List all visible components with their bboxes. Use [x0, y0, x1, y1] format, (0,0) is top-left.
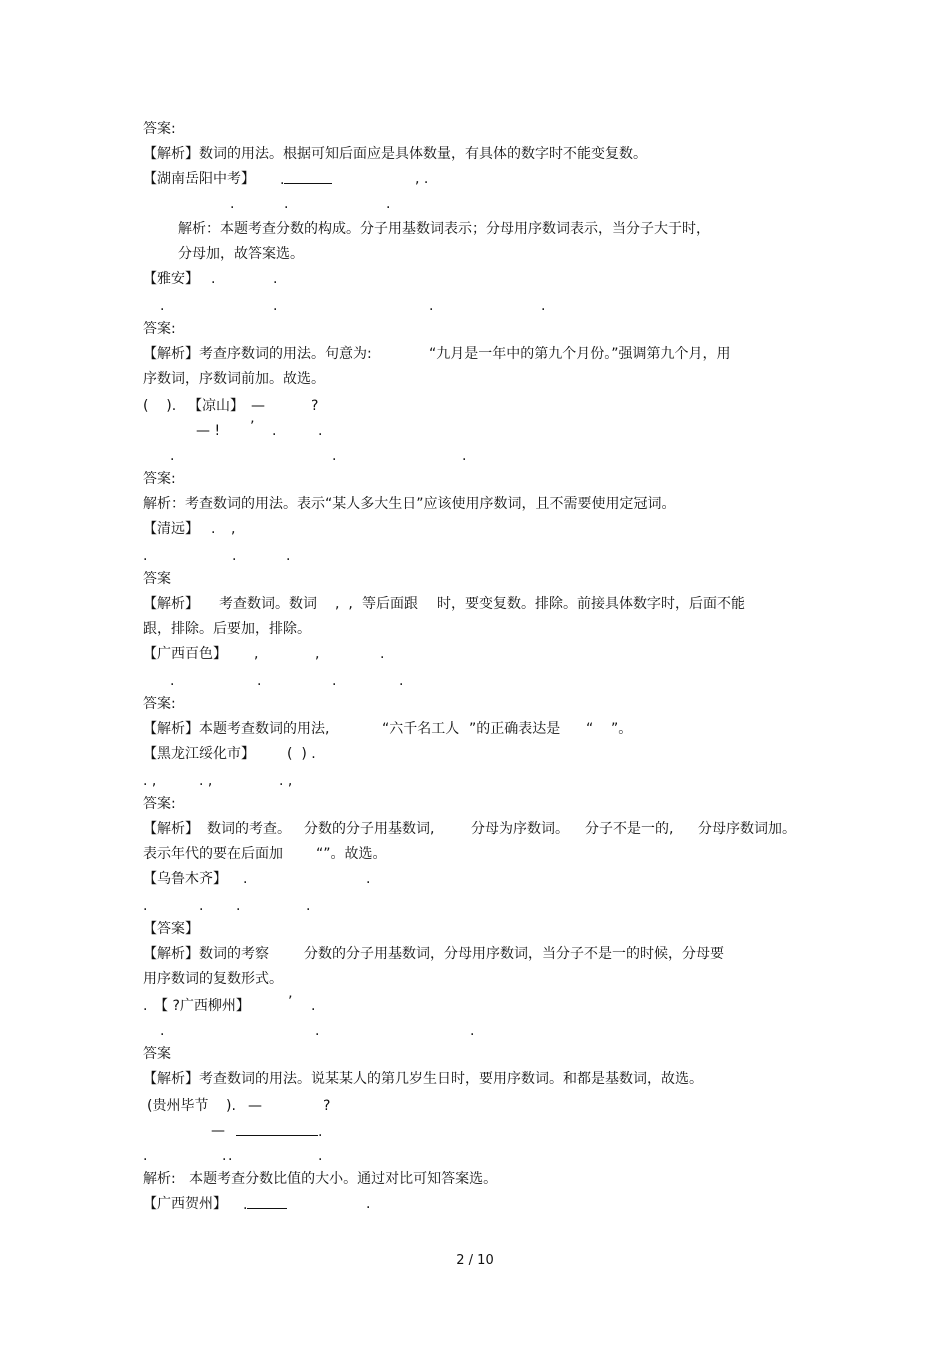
question-text: .: [211, 521, 216, 537]
option-text: .: [429, 298, 434, 314]
question-text: ,: [231, 521, 236, 537]
question-text: .: [311, 998, 316, 1014]
answer-label: 答案:: [143, 696, 176, 712]
option-text: .: [306, 898, 311, 914]
option-text: .: [332, 673, 337, 689]
explanation-text: 解析: 本题考查分数比值的大小。通过对比可知答案选。: [143, 1171, 498, 1187]
option-text: .: [160, 298, 165, 314]
option-text: .: [318, 1148, 323, 1164]
explanation-text: “”。故选。: [316, 846, 387, 862]
explanation-text: 【解析】考查序数词的用法。句意为:: [143, 346, 372, 362]
question-text: ’: [250, 419, 255, 435]
option-text: . ,: [143, 773, 157, 789]
page-number: 2 / 10: [456, 1253, 494, 1268]
question-source: 【黑龙江绥化市】: [143, 746, 255, 762]
question-text: ( ) .: [287, 746, 316, 762]
question-text: — !: [196, 423, 221, 439]
blank-line: [284, 171, 332, 184]
explanation-text: 分母加，故答案选。: [178, 246, 304, 262]
question-number: ( ).: [143, 398, 177, 414]
question-number: .: [143, 998, 148, 1014]
question-source: 【雅安】: [143, 271, 199, 287]
explanation-text: “六千名工人: [382, 721, 460, 737]
option-text: .: [541, 298, 546, 314]
explanation-text: , ,: [335, 596, 353, 612]
option-text: .: [284, 196, 289, 212]
question-text: .: [380, 646, 385, 662]
option-text: .: [286, 548, 291, 564]
question-text: .: [280, 171, 332, 188]
option-text: .: [332, 448, 337, 464]
question-text: —: [248, 1098, 262, 1114]
question-text: ,: [315, 646, 320, 662]
explanation-text: 分数的分子用基数词，分母用序数词，当分子不是一的时候，分母要: [304, 946, 724, 962]
explanation-text: 【解析】数词的用法。根据可知后面应是具体数量，有具体的数字时不能变复数。: [143, 146, 647, 162]
option-text: . ,: [279, 773, 293, 789]
option-text: .: [143, 1148, 148, 1164]
question-source: 【湖南岳阳中考】: [143, 171, 255, 187]
question-source: 【广西百色】: [143, 646, 227, 662]
explanation-text: 解析：考查数词的用法。表示“某人多大生日”应该使用序数词，且不需要使用定冠词。: [143, 496, 676, 512]
explanation-text: 表示年代的要在后面加: [143, 846, 283, 862]
option-text: . ,: [199, 773, 213, 789]
question-text: .: [243, 1196, 287, 1213]
explanation-text: 【解析】本题考查数词的用法,: [143, 721, 330, 737]
explanation-text: ”的正确表达是: [469, 721, 561, 737]
option-text: .: [222, 1148, 227, 1164]
question-source: 【 ?广西柳州】: [154, 998, 250, 1014]
question-text: .: [243, 871, 248, 887]
question-source: 【广西贺州】: [143, 1196, 227, 1212]
question-text: —: [211, 1123, 225, 1139]
answer-label: 答案:: [143, 121, 176, 137]
option-text: .: [230, 196, 235, 212]
explanation-text: 等后面跟: [362, 596, 418, 612]
explanation-text: 【解析】数词的考察: [143, 946, 269, 962]
blank-line: [247, 1196, 287, 1209]
question-source: 【凉山】: [188, 398, 244, 414]
explanation-text: 用序数词的复数形式。: [143, 971, 283, 987]
question-text: ’: [288, 994, 293, 1010]
option-text: .: [160, 1023, 165, 1039]
explanation-text: “ ”。: [586, 721, 633, 737]
explanation-text: 分母为序数词。: [471, 821, 569, 837]
explanation-text: 分数的分子用基数词,: [304, 821, 435, 837]
question-text: —: [251, 398, 265, 414]
option-text: .: [236, 898, 241, 914]
explanation-text: 分子不是一的,: [585, 821, 674, 837]
explanation-text: “九月是一年中的第九个月份。”强调第九个月，用: [429, 346, 731, 362]
option-text: .: [232, 548, 237, 564]
explanation-text: 解析：本题考查分数的构成。分子用基数词表示；分母用序数词表示，当分子大于时，: [178, 221, 710, 237]
explanation-text: 跟，排除。后要加，排除。: [143, 621, 311, 637]
option-text: .: [228, 1148, 233, 1164]
explanation-text: 时，要变复数。排除。前接具体数字时，后面不能: [437, 596, 745, 612]
explanation-text: 数词的考查。: [207, 821, 291, 837]
option-text: .: [170, 448, 175, 464]
explanation-text: 序数词，序数词前加。故选。: [143, 371, 325, 387]
question-text: .: [211, 271, 216, 287]
option-text: .: [143, 548, 148, 564]
option-text: .: [143, 898, 148, 914]
question-source: (贵州毕节: [147, 1098, 209, 1114]
explanation-text: 分母序数词加。: [698, 821, 796, 837]
option-text: .: [386, 196, 391, 212]
answer-label: 答案: [143, 571, 171, 587]
answer-label: 【答案】: [143, 921, 199, 937]
option-text: .: [199, 898, 204, 914]
option-text: .: [315, 1023, 320, 1039]
blank-line: [236, 1123, 318, 1136]
answer-label: 答案:: [143, 471, 176, 487]
explanation-text: 【解析】考查数词的用法。说某某人的第几岁生日时，要用序数词。和都是基数词，故选。: [143, 1071, 703, 1087]
question-source: 【乌鲁木齐】: [143, 871, 227, 887]
option-text: .: [273, 298, 278, 314]
option-text: .: [399, 673, 404, 689]
question-text: .: [366, 1196, 371, 1212]
answer-label: 答案: [143, 1046, 171, 1062]
question-text: .: [236, 1123, 322, 1140]
question-text: .: [272, 423, 277, 439]
question-text: .: [318, 423, 323, 439]
question-text: ).: [226, 1098, 236, 1114]
option-text: .: [462, 448, 467, 464]
option-text: .: [257, 673, 262, 689]
question-text: , .: [415, 171, 429, 187]
question-text: .: [273, 271, 278, 287]
option-text: .: [470, 1023, 475, 1039]
explanation-text: 考查数词。数词: [219, 596, 317, 612]
explanation-text: 【解析】: [143, 596, 199, 612]
question-text: .: [366, 871, 371, 887]
question-text: ?: [311, 398, 319, 414]
question-text: ,: [254, 646, 259, 662]
option-text: .: [170, 673, 175, 689]
answer-label: 答案:: [143, 321, 176, 337]
question-source: 【清远】: [143, 521, 199, 537]
answer-label: 答案:: [143, 796, 176, 812]
question-text: ?: [323, 1098, 331, 1114]
explanation-text: 【解析】: [143, 821, 199, 837]
